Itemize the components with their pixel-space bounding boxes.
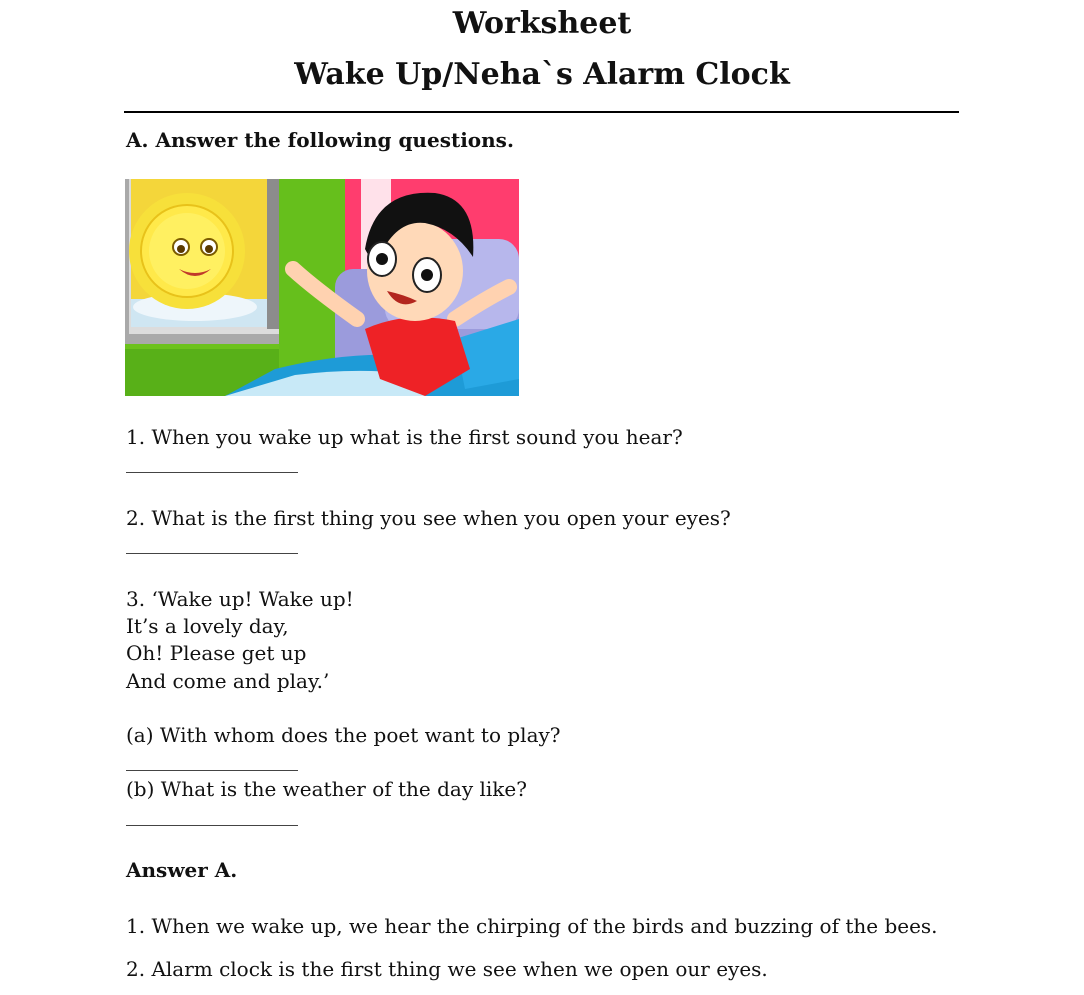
poem-line-1: 3. ‘Wake up! Wake up! xyxy=(126,587,354,611)
answer-blank-2 xyxy=(126,553,298,554)
answer-blank-1 xyxy=(126,472,298,473)
poem-line-4: And come and play.’ xyxy=(126,669,330,693)
poem-line-3: Oh! Please get up xyxy=(126,641,307,665)
worksheet-subtitle: Wake Up/Neha`s Alarm Clock xyxy=(294,57,790,92)
question-3a: (a) With whom does the poet want to play? xyxy=(126,723,561,747)
cartoon-boy-waking-up-with-sun-icon xyxy=(125,179,519,396)
answer-blank-3a xyxy=(126,770,298,771)
header-divider xyxy=(124,111,959,113)
section-a-heading: A. Answer the following questions. xyxy=(126,128,514,152)
answer-2: 2. Alarm clock is the first thing we see when we open our eyes. xyxy=(126,957,768,981)
answer-1: 1. When we wake up, we hear the chirping of the birds and buzzing of the bees. xyxy=(126,914,938,938)
poem-line-2: It’s a lovely day, xyxy=(126,614,289,638)
answer-heading: Answer A. xyxy=(126,858,238,882)
answer-blank-3b xyxy=(126,825,298,826)
question-2: 2. What is the first thing you see when you open your eyes? xyxy=(126,506,731,530)
question-1: 1. When you wake up what is the first sound you hear? xyxy=(126,425,683,449)
question-3b: (b) What is the weather of the day like? xyxy=(126,777,527,801)
worksheet-title: Worksheet xyxy=(452,6,632,41)
